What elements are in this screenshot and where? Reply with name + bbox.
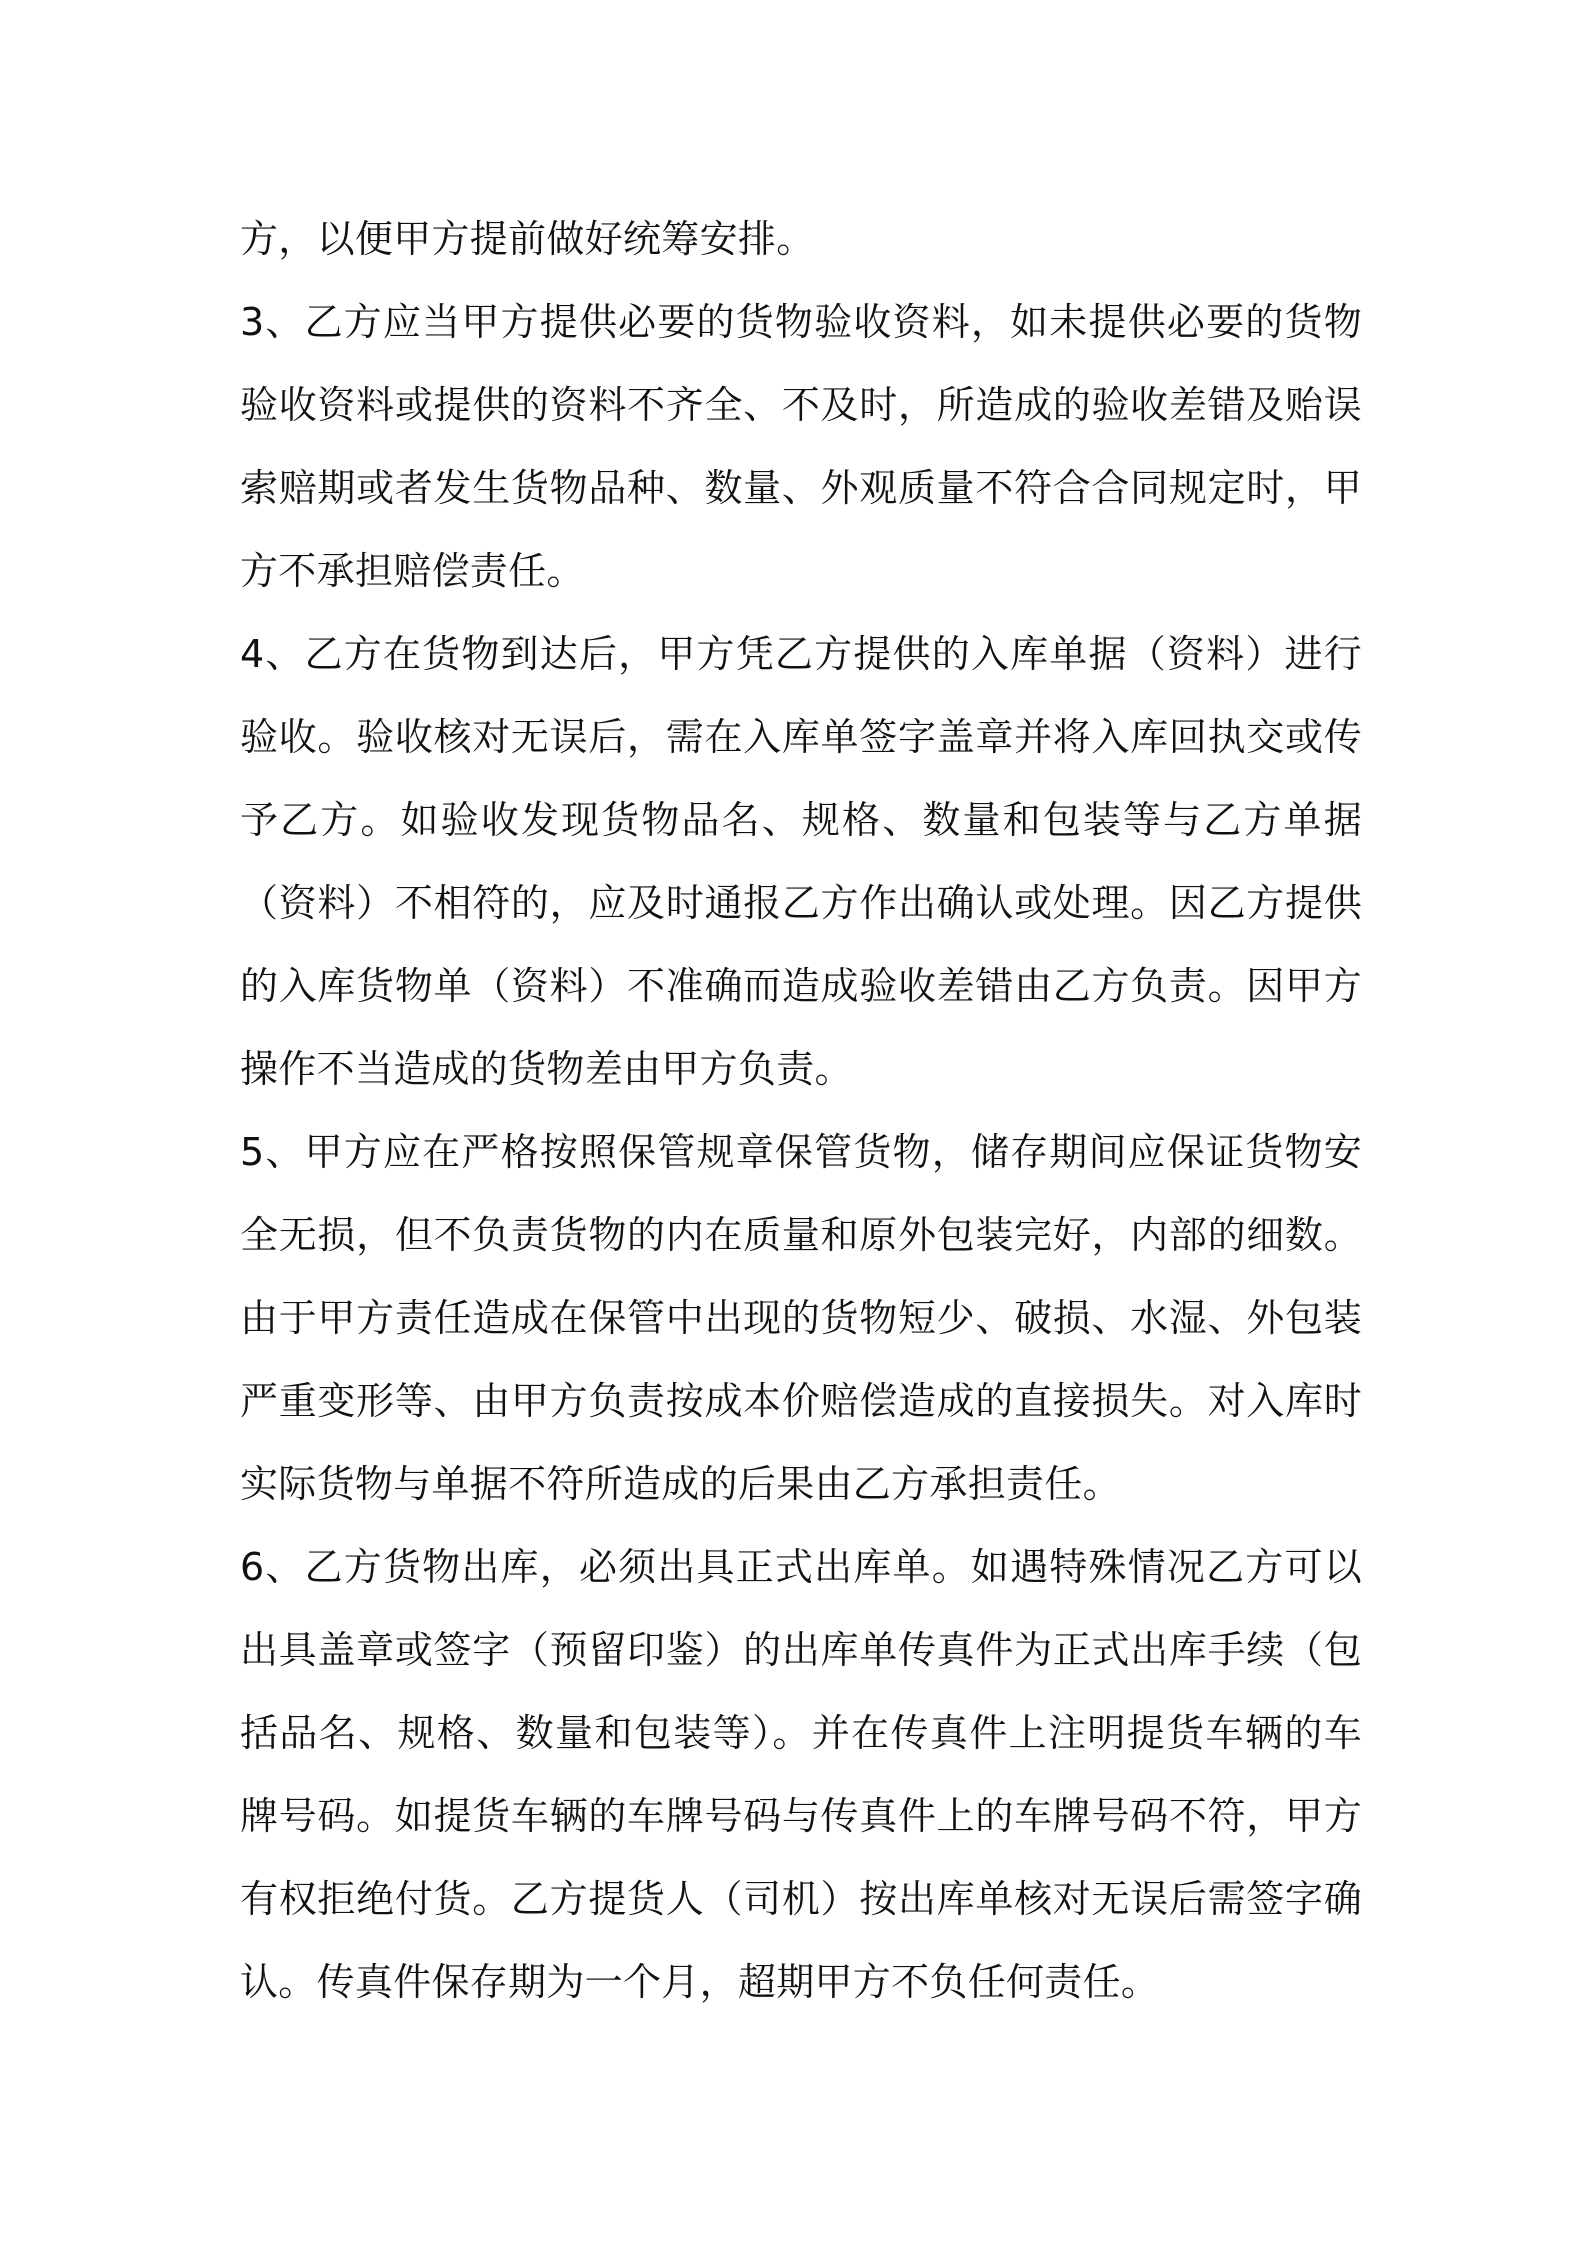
clause-3: 3、乙方应当甲方提供必要的货物验收资料，如未提供必要的货物验收资料或提供的资料不齐全、不及时，所造成的验收差错及贻误索赔期或者发生货物品种、数量、外观质量不符合合同规定时，甲方不承担赔偿责任。 — [240, 300, 1362, 593]
paragraph-continuation: 方，以便甲方提前做好统筹安排。 — [240, 217, 815, 261]
clause-4: 4、乙方在货物到达后，甲方凭乙方提供的入库单据（资料）进行验收。验收核对无误后，需在入库单签字盖章并将入库回执交或传予乙方。如验收发现货物品名、规格、数量和包装等与乙方单据（资料）不相符的，应及时通报乙方作出确认或处理。因乙方提供的入库货物单（资料）不准确而造成验收差错由乙方负责。因甲方操作不当造成的货物差由甲方负责。 — [240, 632, 1362, 1091]
clause-6: 6、乙方货物出库，必须出具正式出库单。如遇特殊情况乙方可以出具盖章或签字（预留印鉴）的出库单传真件为正式出库手续（包括品名、规格、数量和包装等）。并在传真件上注明提货车辆的车牌号码。如提货车辆的车牌号码与传真件上的车牌号码不符，甲方有权拒绝付货。乙方提货人（司机）按出库单核对无误后需签字确认。传真件保存期为一个月，超期甲方不负任何责任。 — [240, 1545, 1362, 2004]
document-body — [240, 198, 1362, 2024]
clause-5: 5、甲方应在严格按照保管规章保管货物，储存期间应保证货物安全无损，但不负责货物的内在质量和原外包装完好，内部的细数。由于甲方责任造成在保管中出现的货物短少、破损、水湿、外包装严重变形等、由甲方负责按成本价赔偿造成的直接损失。对入库时实际货物与单据不符所造成的后果由乙方承担责任。 — [240, 1130, 1362, 1506]
